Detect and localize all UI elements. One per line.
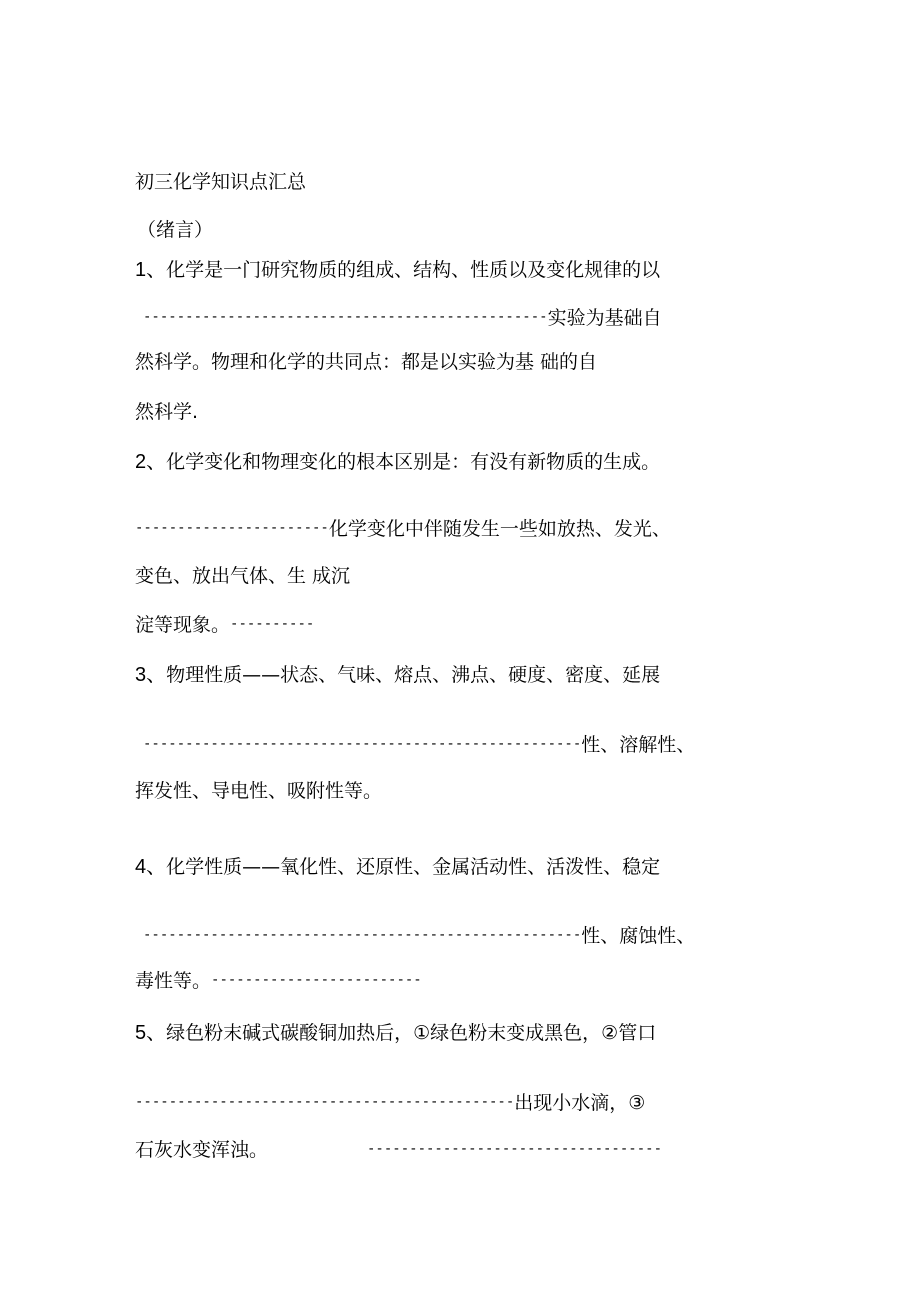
- item-5-line-3: [135, 1137, 662, 1162]
- item-1-number: 1、: [135, 259, 167, 281]
- item-2-dashes-4: ----------: [230, 616, 315, 632]
- item-1-line-2: [143, 305, 662, 330]
- item-4-text-3: 毒性等。: [135, 970, 212, 992]
- item-1-line-3: 然科学。物理和化学的共同点：都是以实验为基 础的自: [135, 351, 598, 373]
- item-3-text-2: 性、溶解性、: [581, 734, 696, 756]
- item-4-text-2: 性、腐蚀性、: [581, 925, 696, 947]
- item-2-text: 化学变化和物理变化的根本区别是：有没有新物质的生成。: [166, 451, 661, 473]
- item-3-text: 物理性质——状态、气味、熔点、沸点、硬度、密度、延展: [166, 664, 661, 686]
- item-4-line-1: [135, 855, 660, 879]
- item-4-line-2: [143, 923, 695, 948]
- item-1-text-2: 实验为基础自: [547, 307, 662, 329]
- item-2-number: 2、: [135, 451, 167, 473]
- item-3-line-2: [143, 732, 695, 757]
- item-5-text-2: 出现小水滴，③: [514, 1092, 646, 1114]
- document-title: 初三化学知识点汇总: [135, 171, 307, 193]
- item-2-text-4: 淀等现象。: [135, 614, 231, 636]
- item-1-text: 化学是一门研究物质的组成、结构、性质以及变化规律的以: [166, 259, 661, 281]
- item-4-dashes-3: -------------------------: [211, 972, 422, 988]
- item-4-line-3: [135, 968, 422, 993]
- item-3-line-3: 挥发性、导电性、吸附性等。: [135, 780, 383, 802]
- item-1-dashes: ------------------------------------------------: [143, 309, 548, 325]
- item-2-line-4: [135, 612, 314, 637]
- item-1-line-1: [135, 258, 660, 282]
- item-5-line-1: [135, 1021, 656, 1045]
- item-3-dashes: ----------------------------------------------------: [143, 736, 582, 752]
- item-3-number: 3、: [135, 664, 167, 686]
- item-4-number: 4、: [135, 856, 167, 878]
- section-heading: （绪言）: [137, 219, 214, 241]
- item-5-dashes-3: -----------------------------------: [367, 1141, 663, 1157]
- item-5-line-2: [135, 1090, 645, 1115]
- item-3-line-1: [135, 663, 660, 687]
- item-5-text-3: 石灰水变浑浊。: [135, 1139, 269, 1161]
- item-5-number: 5、: [135, 1022, 167, 1044]
- item-2-dashes: -----------------------: [135, 520, 329, 536]
- item-2-line-2: [135, 516, 671, 541]
- item-4-text: 化学性质——氧化性、还原性、金属活动性、活泼性、稳定: [166, 856, 661, 878]
- item-2-line-1: [135, 450, 660, 474]
- item-2-text-2: 化学变化中伴随发生一些如放热、发光、: [328, 518, 671, 540]
- item-4-dashes: ----------------------------------------------------: [143, 927, 582, 943]
- item-5-text: 绿色粉末碱式碳酸铜加热后，①绿色粉末变成黑色，②管口: [166, 1022, 657, 1044]
- item-2-line-3: 变色、放出气体、生 成沉: [135, 565, 351, 587]
- item-1-line-4: 然科学.: [135, 401, 199, 423]
- item-5-dashes: ---------------------------------------------: [135, 1094, 515, 1110]
